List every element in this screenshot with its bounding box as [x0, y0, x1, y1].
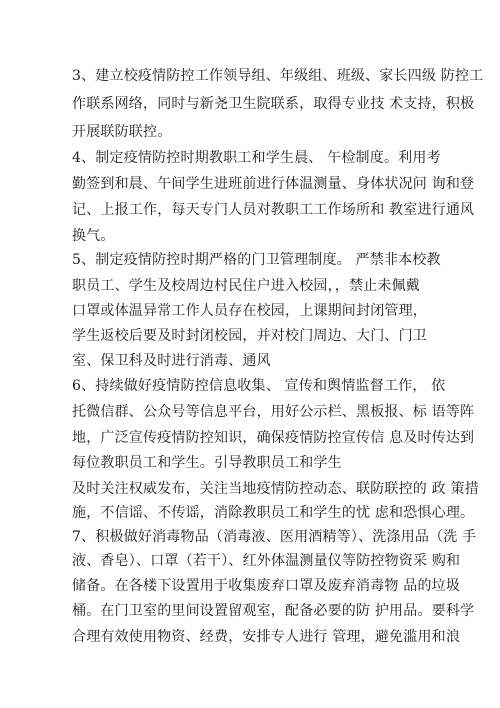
text-line: 学生返校后要及时封闭校园，并对校门周边、大门、门卫 [72, 328, 427, 344]
text-line: 记、上报工作，每天专门人员对教职工工作场所和 教室进行通风 [72, 202, 475, 218]
text-line: 6、持续做好疫情防控信息收集、 宣传和舆情监督工作， 依 [72, 378, 446, 394]
text-line: 4、制定疫情防控时期教职工和学生晨、 午检制度。利用考 [72, 150, 441, 166]
text-line: 桶。在门卫室的里间设置留观室，配备必要的防 护用品。要科学 [72, 603, 475, 619]
text-line: 施，不信谣、不传谣，消除教职员工和学生的忧 虑和恐惧心理。 [72, 505, 475, 521]
text-line: 开展联防联控。 [72, 124, 172, 140]
text-line: 地，广泛宣传疫情防控知识，确保疫情防控宣传信 息及时传达到 [72, 430, 475, 446]
text-line: 7、积极做好消毒物品（消毒液、医用酒精等）、洗涤用品（洗 手 [72, 529, 477, 545]
text-line: 每位教职员工和学生。引导教职员工和学生 [72, 455, 342, 471]
text-line: 勤签到和晨、午间学生进班前进行体温测量、身体状况问 询和登 [72, 176, 475, 192]
text-line: 5、制定疫情防控时期严格的门卫管理制度。 严禁非本校教 [72, 252, 441, 268]
text-line: 托微信群、公众号等信息平台，用好公示栏、黑板报、标 语等阵 [72, 404, 475, 420]
text-line: 室、保卫科及时进行消毒、通风 [72, 353, 271, 369]
text-line: 及时关注权威发布，关注当地疫情防控动态、联防联控的 政 策措 [72, 481, 479, 497]
text-line: 作联系网络，同时与新尧卫生院联系，取得专业技 术支持，积极 [72, 96, 475, 112]
text-line: 换气。 [72, 228, 115, 244]
text-line: 储备。在各楼下设置用于收集废弃口罩及废弃消毒物 品的垃圾 [72, 578, 461, 594]
text-line: 合理有效使用物资、经费，安排专人进行 管理，避免滥用和浪 [72, 629, 461, 645]
text-line: 口罩或体温异常工作人员存在校园，上课期间封闭管理， [72, 303, 427, 319]
text-line: 液、香皂）、口罩（若干）、红外体温测量仪等防控物资采 购和 [72, 553, 461, 569]
text-line: 3、建立校疫情防控工作领导组、年级组、班级、家长四级 防控工 [72, 68, 484, 84]
text-line: 职员工、学生及校周边村民住户进入校园，，禁止未佩戴 [72, 278, 420, 294]
